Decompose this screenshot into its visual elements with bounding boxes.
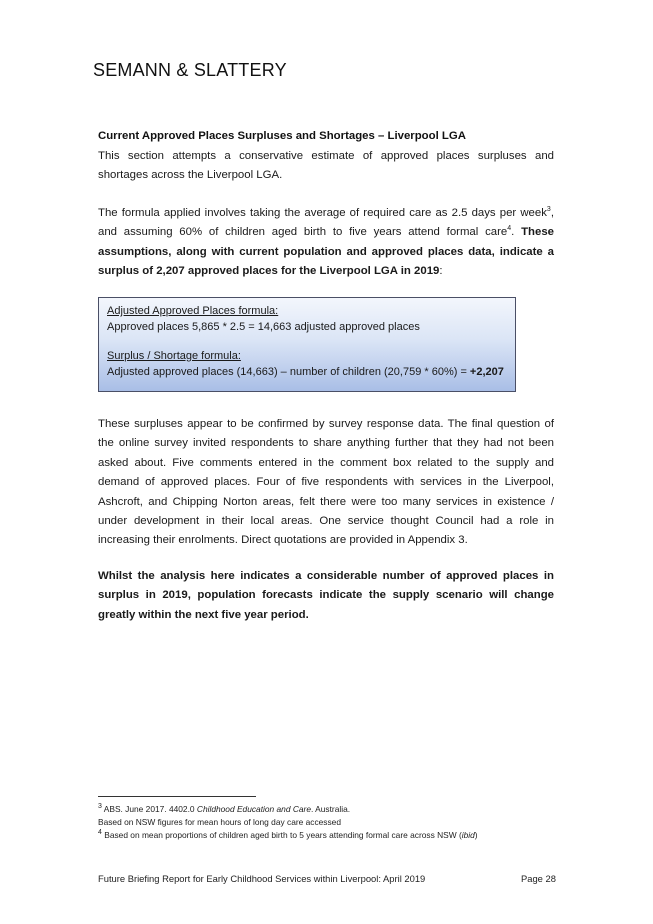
assumptions-bold-text: These assumptions, along with current population and approved places data, indicate a surplus of 2,207 approved places for the Liverpool LGA in 2019 — [98, 226, 555, 278]
footnote-3-title: Childhood Education and Care — [196, 804, 311, 814]
conclusion-paragraph: Whilst the analysis here indicates a considerable number of approved places in surplus in 2019, population forecasts indicate the supply scenario will change greatly within the next five year period. — [98, 570, 554, 621]
footnote-divider — [98, 796, 256, 797]
surplus-result: +2,207 — [469, 366, 504, 378]
formula-paragraph — [98, 204, 554, 282]
surplus-formula-text: Adjusted approved places (14,663) – number of children (20,759 * 60%) = — [107, 366, 470, 378]
surplus-formula-line — [107, 364, 515, 380]
footnote-3-line2: Based on NSW figures for mean hours of long day care accessed — [98, 817, 342, 827]
footnote-4-number: 4 — [98, 829, 102, 837]
footnote-4-pre: Based on mean proportions of children aged birth to 5 years attending formal care across NSW ( — [101, 830, 462, 840]
formula-text-2: , and assuming 60% of children aged birth to five years attend formal care — [98, 207, 554, 239]
page-number: Page 28 — [521, 873, 556, 884]
company-logo: SEMANN & SLATTERY — [93, 60, 287, 80]
footnote-3 — [98, 804, 350, 815]
footnote-ref-3[interactable]: 3 — [546, 206, 551, 214]
footnote-3-post: . Australia. — [310, 804, 351, 814]
formula-text-tail: : — [439, 265, 443, 278]
footnote-3-pre: ABS. June 2017. 4402.0 — [101, 804, 197, 814]
surplus-formula-title: Surplus / Shortage formula: — [107, 350, 241, 362]
formula-text-3: . — [511, 226, 515, 239]
footnote-3-number: 3 — [98, 803, 102, 811]
formula-text-1: The formula applied involves taking the average of required care as 2.5 days per week — [98, 207, 547, 219]
survey-paragraph: These surpluses appear to be confirmed by survey response data. The final question of the online survey invited respondents to share anything further that they had not been asked about. Five comments entered in the comment box related to the supply and demand of approved places. Four of five respondents with services in the Liverpool, Ashcroft, and Chipping Norton areas, felt there were too many services in existence / under development in their local areas. One service thought Council had a role in increasing their enrolments. Direct quotations are provided in Appendix 3. — [98, 418, 554, 547]
adjusted-formula-line: Approved places 5,865 * 2.5 = 14,663 adjusted approved places — [107, 321, 420, 333]
footnote-4 — [98, 830, 478, 841]
adjusted-formula-title: Adjusted Approved Places formula: — [107, 305, 279, 317]
footnote-ref-4[interactable]: 4 — [507, 225, 512, 233]
section-heading: Current Approved Places Surpluses and Shortages – Liverpool LGA — [98, 130, 466, 142]
intro-paragraph: This section attempts a conservative estimate of approved places surpluses and shortages across the Liverpool LGA. — [98, 150, 554, 182]
footer-title: Future Briefing Report for Early Childhood Services within Liverpool: April 2019 — [98, 873, 426, 884]
footnote-4-post: ) — [474, 830, 478, 840]
footnote-4-ibid: ibid — [461, 830, 475, 840]
formula-box — [98, 297, 516, 392]
